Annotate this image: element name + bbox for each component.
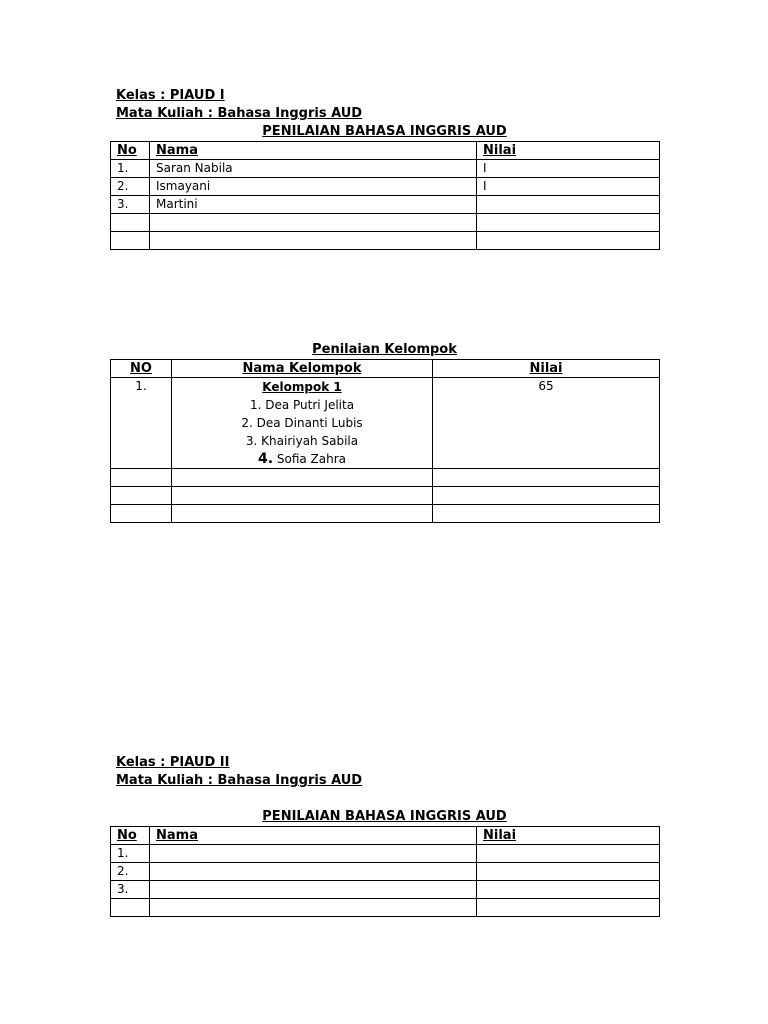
cell-nilai: [477, 232, 660, 250]
cell-no: [111, 899, 150, 917]
group-row: [111, 378, 660, 469]
class-label-1: Kelas : PIAUD I: [116, 88, 225, 103]
group-name: Kelompok 1: [262, 380, 342, 394]
table-row: [111, 214, 660, 232]
table-row: [111, 505, 660, 523]
cell-nilai: [477, 845, 660, 863]
cell-nilai: [433, 469, 660, 487]
cell-no: [111, 487, 172, 505]
header-nama: Nama: [150, 142, 477, 160]
cell-no: 2.: [111, 863, 150, 881]
group-member: 2. Dea Dinanti Lubis: [241, 416, 363, 430]
table-row: [111, 881, 660, 899]
table-row: [111, 232, 660, 250]
table-header-row: [111, 827, 660, 845]
cell-nama: [150, 881, 477, 899]
cell-nama: [150, 899, 477, 917]
cell-nilai: [433, 487, 660, 505]
cell-nilai: [477, 196, 660, 214]
member-number: 4.: [257, 451, 274, 467]
member-name: Sofia Zahra: [273, 452, 347, 466]
cell-no: 3.: [111, 196, 150, 214]
group-grade-table: [110, 359, 660, 523]
cell-nilai: [433, 505, 660, 523]
header-no: No: [111, 142, 150, 160]
cell-nilai: [477, 899, 660, 917]
cell-nilai: [477, 863, 660, 881]
cell-nilai: 65: [433, 378, 660, 469]
class-label-2: Kelas : PIAUD II: [116, 755, 230, 770]
cell-no: [111, 214, 150, 232]
cell-no: 1.: [111, 378, 172, 469]
cell-nilai: I: [477, 178, 660, 196]
table-row: [111, 178, 660, 196]
cell-no: 1.: [111, 845, 150, 863]
table-row: [111, 160, 660, 178]
header-nilai: Nilai: [433, 360, 660, 378]
cell-no: 2.: [111, 178, 150, 196]
header-no: No: [111, 827, 150, 845]
table-row: [111, 899, 660, 917]
header-nama: Nama: [150, 827, 477, 845]
table-row: [111, 469, 660, 487]
cell-nilai: [477, 881, 660, 899]
group-member: 1. Dea Putri Jelita: [249, 398, 355, 412]
cell-no: [111, 232, 150, 250]
cell-nilai: [477, 214, 660, 232]
cell-nama: Ismayani: [150, 178, 477, 196]
group-member: 3. Khairiyah Sabila: [245, 434, 359, 448]
cell-no: [111, 505, 172, 523]
cell-nama: [172, 505, 433, 523]
cell-nama: Martini: [150, 196, 477, 214]
grade-table-1: [110, 141, 660, 250]
header-no: NO: [111, 360, 172, 378]
cell-nama: [150, 863, 477, 881]
header-nama-kelompok: Nama Kelompok: [172, 360, 433, 378]
cell-nama: [150, 232, 477, 250]
table-title-1: PENILAIAN BAHASA INGGRIS AUD: [262, 124, 507, 139]
cell-nama: [172, 487, 433, 505]
table-row: [111, 863, 660, 881]
cell-no: 3.: [111, 881, 150, 899]
header-nilai: Nilai: [477, 142, 660, 160]
group-member: [178, 450, 426, 468]
course-label-1: Mata Kuliah : Bahasa Inggris AUD: [116, 106, 363, 121]
course-label-2: Mata Kuliah : Bahasa Inggris AUD: [116, 773, 363, 788]
table-header-row: [111, 142, 660, 160]
table-row: [111, 196, 660, 214]
cell-nama: [150, 845, 477, 863]
grade-table-2: [110, 826, 660, 917]
cell-nama: Saran Nabila: [150, 160, 477, 178]
cell-nama: [150, 214, 477, 232]
cell-no: [111, 469, 172, 487]
cell-nama: [172, 469, 433, 487]
cell-nilai: I: [477, 160, 660, 178]
header-nilai: Nilai: [477, 827, 660, 845]
table-header-row: [111, 360, 660, 378]
group-cell: [172, 378, 433, 469]
table-row: [111, 845, 660, 863]
table-title-2: Penilaian Kelompok: [312, 342, 457, 357]
cell-no: 1.: [111, 160, 150, 178]
table-title-3: PENILAIAN BAHASA INGGRIS AUD: [262, 809, 507, 824]
table-row: [111, 487, 660, 505]
